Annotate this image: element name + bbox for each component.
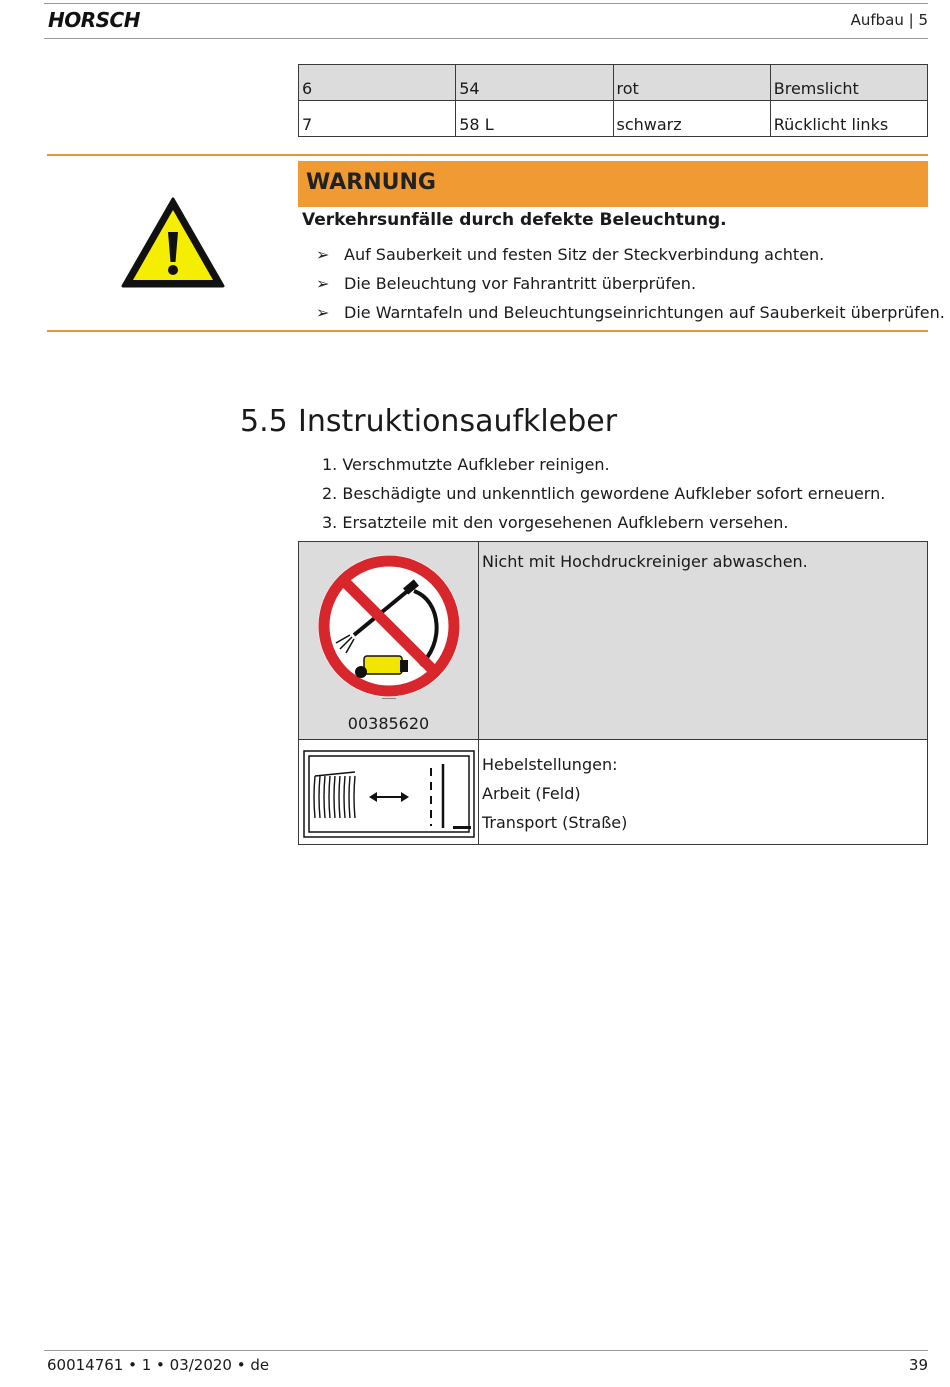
arrow-bullet-icon: ➢ xyxy=(316,303,330,322)
document-id: 60014761 • 1 • 03/2020 • de xyxy=(47,1356,270,1374)
lever-description xyxy=(482,750,627,837)
lever-option-transport: Transport (Straße) xyxy=(482,813,628,832)
table-cell: 6 xyxy=(299,65,456,101)
table-cell: Rücklicht links xyxy=(770,101,927,137)
list-item: 2. Beschädigte und unkenntlich gewordene Aufkleber sofort erneuern. xyxy=(322,484,886,503)
section-heading xyxy=(240,404,617,439)
table-cell: 7 xyxy=(299,101,456,137)
instruction-steps xyxy=(322,450,885,537)
page-number: 39 xyxy=(908,1356,928,1374)
table-cell: rot xyxy=(613,65,770,101)
list-item: ➢ Auf Sauberkeit und festen Sitz der Steckverbindung achten. xyxy=(316,240,945,269)
list-item: 1. Verschmutzte Aufkleber reinigen. xyxy=(322,455,610,474)
arrow-bullet-icon: ➢ xyxy=(316,245,330,264)
list-item: ➢ Die Beleuchtung vor Fahrantritt überprüfen. xyxy=(316,269,945,298)
sticker-description: Nicht mit Hochdruckreiniger abwaschen. xyxy=(482,552,808,571)
header-rule xyxy=(44,38,928,39)
column-divider xyxy=(478,542,479,844)
table-cell: 58 L xyxy=(456,101,613,137)
no-pressure-washer-icon xyxy=(316,553,462,703)
table-cell: schwarz xyxy=(613,101,770,137)
sticker-code: 00385620 xyxy=(347,714,430,733)
warning-subtitle: Verkehrsunfälle durch defekte Beleuchtung. xyxy=(302,210,727,230)
list-item: ➢ Die Warntafeln und Beleuchtungseinrichtungen auf Sauberkeit überprüfen. xyxy=(316,298,945,327)
warning-triangle-icon xyxy=(120,196,226,294)
header-top-rule xyxy=(44,3,928,4)
warning-top-rule xyxy=(47,154,928,156)
arrow-bullet-icon: ➢ xyxy=(316,274,330,293)
section-title: Instruktionsaufkleber xyxy=(298,404,618,439)
sticker-table xyxy=(298,541,928,845)
lever-heading: Hebelstellungen: xyxy=(482,755,618,774)
table-cell: Bremslicht xyxy=(770,65,927,101)
footer-rule xyxy=(44,1350,928,1351)
lever-positions-icon xyxy=(303,750,475,842)
section-label: Aufbau | 5 xyxy=(850,11,928,29)
warning-title: WARNUNG xyxy=(306,170,436,195)
table-row xyxy=(299,101,928,137)
list-item: 3. Ersatzteile mit den vorgesehenen Aufklebern versehen. xyxy=(322,513,789,532)
warning-bullet-list xyxy=(316,240,945,327)
table-cell: 54 xyxy=(456,65,613,101)
table-row xyxy=(299,65,928,101)
lever-option-field: Arbeit (Feld) xyxy=(482,784,581,803)
horsch-logo: HORSCH xyxy=(48,8,140,32)
section-number: 5.5 xyxy=(240,404,288,439)
warning-bottom-rule xyxy=(47,330,928,332)
lighting-table xyxy=(298,64,928,137)
